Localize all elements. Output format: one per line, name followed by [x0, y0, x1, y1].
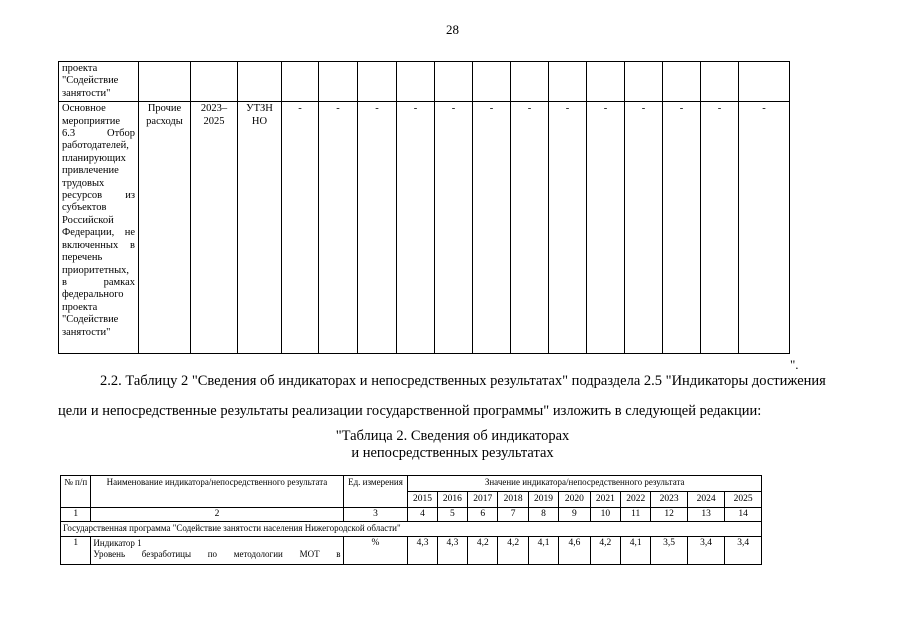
dash-cell: - [282, 102, 319, 354]
closing-quote: ". [790, 357, 799, 372]
indicator-unit-cell: % [343, 537, 408, 565]
table-title-line-1: "Таблица 2. Сведения об индикаторах [335, 428, 570, 444]
year-cell: 2018 [498, 492, 528, 508]
indicator-value-cell: 4,3 [437, 537, 467, 565]
indicator-value-cell: 4,6 [559, 537, 590, 565]
table-row [59, 62, 790, 102]
dash-cell: - [473, 102, 511, 354]
column-number-cell: 12 [651, 508, 687, 522]
dash-cell: - [625, 102, 663, 354]
indicator-num-cell: 1 [61, 537, 91, 565]
year-cell: 2022 [621, 492, 651, 508]
dash-cell: - [319, 102, 358, 354]
year-cell: 2021 [590, 492, 620, 508]
row1-name-cell: проекта "Содействие занятости" [59, 62, 139, 102]
column-number-cell: 5 [437, 508, 467, 522]
funding-source-cell: Прочие расходы [139, 102, 191, 354]
activity-name-cell: Основное мероприятие 6.3 Отбор работодателей, планирующих привлечение трудовых ресурсов из субъектов Российской Федерации, не включенных в перечень приоритетных, в рамках федерального проекта "Содействие занятости" [59, 102, 139, 354]
column-number-cell: 6 [468, 508, 498, 522]
column-number-cell: 1 [61, 508, 91, 522]
year-cell: 2023 [651, 492, 687, 508]
column-number-cell: 11 [621, 508, 651, 522]
indicator-row [61, 537, 762, 565]
dash-cell: - [549, 102, 587, 354]
indicator-value-cell: 4,2 [590, 537, 620, 565]
dash-cell: - [739, 102, 790, 354]
column-number-cell: 3 [343, 508, 408, 522]
indicator-title: Индикатор 1 [93, 538, 142, 548]
year-cell: 2017 [468, 492, 498, 508]
header-row [61, 476, 762, 492]
column-number-cell: 8 [528, 508, 558, 522]
year-cell: 2016 [437, 492, 467, 508]
dash-cell: - [663, 102, 701, 354]
page-number: 28 [446, 22, 459, 37]
indicator-value-cell: 4,2 [468, 537, 498, 565]
table-row [59, 102, 790, 354]
dash-cell: - [435, 102, 473, 354]
paragraph-line-2: цели и непосредственные результаты реализации государственной программы" изложить в следующей редакции: [58, 403, 762, 419]
dash-cell: - [511, 102, 549, 354]
column-number-cell: 7 [498, 508, 528, 522]
indicator-value-cell: 3,4 [687, 537, 724, 565]
indicator-name-cell [91, 537, 343, 565]
column-number-cell: 2 [91, 508, 343, 522]
indicators-table [60, 475, 762, 565]
executor-cell: УТЗН НО [238, 102, 282, 354]
year-cell: 2025 [725, 492, 762, 508]
dash-cell: - [397, 102, 435, 354]
header-name: Наименование индикатора/непосредственного результата [91, 476, 343, 508]
column-numbers-row [61, 508, 762, 522]
year-cell: 2019 [528, 492, 558, 508]
header-unit: Ед. измерения [343, 476, 408, 508]
column-number-cell: 13 [687, 508, 724, 522]
column-number-cell: 4 [408, 508, 437, 522]
period-cell: 2023–2025 [191, 102, 238, 354]
dash-cell: - [587, 102, 625, 354]
dash-cell: - [358, 102, 397, 354]
year-cell: 2024 [687, 492, 724, 508]
paragraph-line-1: 2.2. Таблицу 2 "Сведения об индикаторах и непосредственных результатах" подраздела 2.5 "Индикаторы достижения [100, 373, 826, 389]
header-num: № п/п [61, 476, 91, 508]
dash-cell: - [701, 102, 739, 354]
year-cell: 2020 [559, 492, 590, 508]
indicator-value-cell: 3,4 [725, 537, 762, 565]
indicator-value-cell: 3,5 [651, 537, 687, 565]
indicator-value-cell: 4,1 [621, 537, 651, 565]
column-number-cell: 10 [590, 508, 620, 522]
program-name-cell: Государственная программа "Содействие занятости населения Нижегородской области" [61, 522, 762, 537]
indicator-value-cell: 4,1 [528, 537, 558, 565]
top-table [58, 61, 790, 354]
column-number-cell: 14 [725, 508, 762, 522]
indicator-description: Уровень безработицы по методологии МОТ в [93, 548, 341, 559]
program-row [61, 522, 762, 537]
header-values: Значение индикатора/непосредственного результата [408, 476, 762, 492]
table-title-line-2: и непосредственных результатах [351, 445, 554, 461]
indicator-value-cell: 4,3 [408, 537, 437, 565]
year-cell: 2015 [408, 492, 437, 508]
indicator-value-cell: 4,2 [498, 537, 528, 565]
column-number-cell: 9 [559, 508, 590, 522]
